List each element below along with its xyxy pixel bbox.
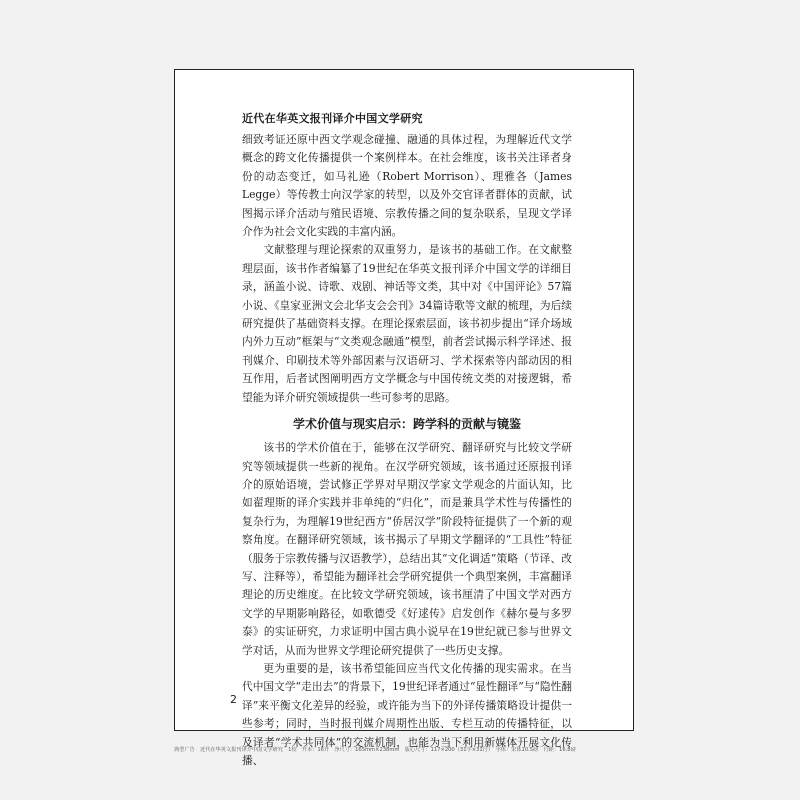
paragraph-4: 更为重要的是，该书希望能回应当代文化传播的现实需求。在当代中国文学“走出去”的背景下，19世纪译者通过“显性翻译”与“隐性翻译”来平衡文化差异的经验，或许能为当下的外译传播策略设计提供一些参考；同时，当时报刊媒介周期性出版、专栏互动的传播特征，以及译者“学术共同体”的交流机制，也能为当下利用新媒体开展文化传播、	[242, 661, 572, 767]
page-number: 2	[230, 693, 237, 706]
running-head: 近代在华英文报刊译介中国文学研究	[242, 112, 423, 125]
paragraph-3: 该书的学术价值在于，能够在汉学研究、翻译研究与比较文学研究等领域提供一些新的视角。在汉学研究领域，该书通过还原报刊译介的原始语境，尝试修正学界对早期汉学家文学观念的片面认知，比如翟理斯的译介实践并非单纯的“归化”，而是兼具学术性与传播性的复杂行为，为理解19世纪西方“侨居汉学”阶段特征提供了一个新的观察角度。在翻译研究领域，该书揭示了早期文学翻译的“工具性”特征（服务于宗教传播与汉语教学），总结出其“文化调适”策略（节译、改写、注释等），希望能为翻译社会学研究提供一个典型案例，丰富翻译理论的历史维度。在比较文学研究领域，该书厘清了中国文学对西方文学的早期影响路径，如歌德受《好逑传》启发创作《赫尔曼与多罗泰》的实证研究，力求证明中国古典小说早在19世纪就已参与世界文学对话，从而为世界文学理论研究提供了一些历史支撑。	[242, 441, 572, 657]
printer-imprint-line: 典型广告 近代在华英文报刊译介中国文学研究 1校 开本：16开 净尺寸：165mm×238mm 版心尺寸：117×200（31字×31行） 字体：宋体10.5磅 行距：16.8磅	[174, 747, 576, 753]
page-body	[242, 131, 572, 770]
paragraph-1: 细致考证还原中西文学观念碰撞、融通的具体过程，为理解近代文学概念的跨文化传播提供一个案例样本。在社会维度，该书关注译者身份的动态变迁，如马礼逊（Robert Morrison）、理雅各（James Legge）等传教士向汉学家的转型，以及外交官译者群体的贡献，试图揭示译介活动与殖民语境、宗教传播之间的复杂联系，呈现文学译介作为社会文化实践的丰富内涵。	[242, 133, 572, 239]
paragraph-2: 文献整理与理论探索的双重努力，是该书的基础工作。在文献整理层面，该书作者编纂了19世纪在华英文报刊译介中国文学的详细目录，涵盖小说、诗歌、戏剧、神话等文类，其中对《中国评论》57篇小说、《皇家亚洲文会北华支会会刊》34篇诗歌等文献的梳理，为后续研究提供了基础资料支撑。在理论探索层面，该书初步提出“译介场域内外力互动”框架与“文类观念融通”模型，前者尝试揭示科学译述、报刊媒介、印刷技术等外部因素与汉语研习、学术探索等内部动因的相互作用，后者试图阐明西方文学概念与中国传统文类的对接逻辑，希望能为译介研究领域提供一些可参考的思路。	[242, 243, 572, 404]
section-heading: 学术价值与现实启示：跨学科的贡献与镜鉴	[292, 417, 521, 432]
